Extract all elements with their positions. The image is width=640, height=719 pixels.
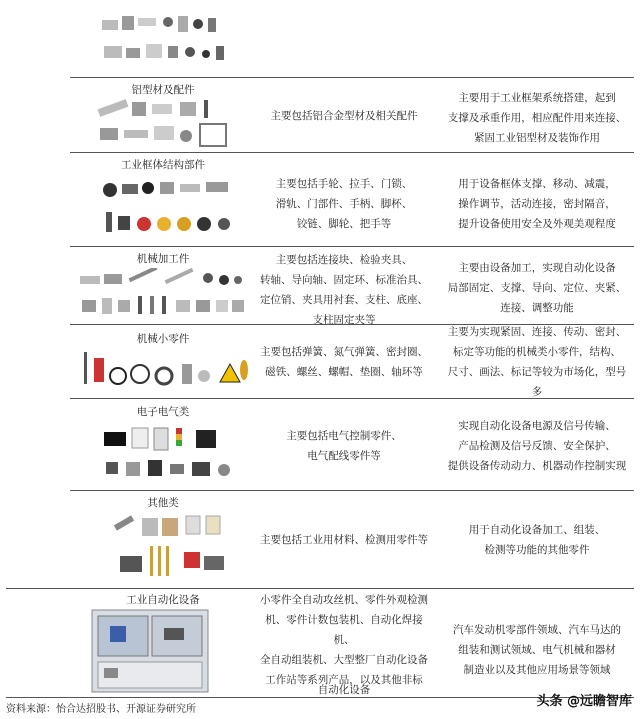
desc-line: 主要为实现紧固、连接、传动、密封、 — [447, 326, 627, 338]
row-divider — [6, 588, 634, 589]
source-note: 资料来源：怡合达招股书、开源证券研究所 — [6, 704, 196, 715]
desc-line: 提供设备传动动力、机器动作控制实现 — [447, 460, 627, 472]
desc-line: 连接、调整功能 — [500, 302, 574, 314]
category-label: 电子电气类 — [136, 406, 190, 418]
desc-line: 滑轨、门部件、手柄、脚杯、 — [275, 198, 413, 210]
row-divider — [70, 152, 634, 153]
category-label: 其他类 — [147, 497, 179, 509]
desc-line: 提升设备使用安全及外观美观程度 — [458, 218, 616, 230]
description — [254, 250, 434, 330]
desc-line: 电气配线零件等 — [307, 450, 381, 462]
desc-line: 小零件全自动攻丝机、零件外观检测 — [260, 594, 428, 606]
desc-line: 尺寸、画法、标记等较为市场化，型号 — [447, 366, 627, 378]
desc-line: 主要包括铝合金型材及相关配件 — [270, 110, 418, 122]
desc-line: 实现自动化设备电源及信号传输、 — [458, 420, 616, 432]
application — [442, 322, 632, 402]
automation-equipment-image — [90, 606, 210, 696]
desc-line: 主要由设备加工，实现自动化设备 — [458, 262, 616, 274]
desc-line: 主要包括电气控制零件、 — [286, 430, 402, 442]
category-label: 工业框体结构部件 — [121, 159, 205, 171]
row-divider — [70, 77, 634, 78]
desc-line: 检测等功能的其他零件 — [484, 544, 590, 556]
desc-line: 工作站等系列产品，以及其他非标 — [265, 674, 423, 686]
desc-line: 磁铁、螺丝、螺帽、垫圈、轴环等 — [265, 366, 423, 378]
desc-line: 转轴、导向轴、固定环、标准治具、 — [260, 274, 428, 286]
application — [442, 416, 632, 476]
desc-line: 主要包括工业用材料、检测用零件等 — [260, 534, 428, 546]
category-label: 铝型材及配件 — [131, 84, 195, 96]
category-label: 工业自动化设备 — [126, 594, 200, 606]
description — [254, 590, 434, 690]
desc-line: 局部固定、支撑、导向、定位、夹紧、 — [447, 282, 627, 294]
desc-line: 用于设备框体支撑、移动、减震， — [458, 178, 616, 190]
electrical-parts-image — [100, 426, 240, 484]
watermark-text: 头条 @远瞻智库 — [536, 694, 632, 709]
desc-line: 紧固工业铝型材及装饰作用 — [474, 132, 600, 144]
desc-line: 多 — [531, 386, 543, 398]
desc-line: 铰链、脚轮、把手等 — [296, 218, 392, 230]
watermark — [536, 690, 632, 709]
desc-line: 操作调节，活动连接，密封隔音， — [458, 198, 616, 210]
description — [254, 342, 434, 382]
desc-line: 制造业以及其他应用场景等领域 — [463, 664, 611, 676]
frame-parts-image — [100, 176, 236, 238]
application — [442, 258, 632, 318]
desc-line: 主要包括手轮、拉手、门锁、 — [275, 178, 413, 190]
description — [254, 530, 434, 550]
application — [442, 174, 632, 234]
row-divider — [70, 490, 634, 491]
description — [254, 174, 434, 234]
parts-image — [98, 8, 238, 70]
desc-line: 支柱固定夹等 — [312, 314, 376, 326]
desc-line: 主要包括连接块、检验夹具、 — [275, 254, 413, 266]
desc-line: 组装和测试领域、电气机械和器材 — [458, 644, 616, 656]
desc-line: 机、 — [333, 634, 355, 646]
desc-line: 定位销、夹具用衬套、支柱、底座、 — [260, 294, 428, 306]
application — [442, 88, 632, 148]
category-label: 机械加工件 — [136, 253, 190, 265]
aluminum-profile-image — [96, 98, 236, 150]
application — [442, 620, 632, 680]
description — [254, 106, 434, 126]
desc-line: 主要包括弹簧、氮气弹簧、密封圈、 — [260, 346, 428, 358]
desc-line: 汽车发动机零部件领域、汽车马达的 — [453, 624, 621, 636]
category-label: 机械小零件 — [136, 333, 190, 345]
application — [442, 520, 632, 560]
desc-line: 标定等功能的机械类小零件，结构、 — [453, 346, 621, 358]
small-parts-image — [78, 348, 250, 392]
row-divider — [70, 246, 634, 247]
desc-line: 用于自动化设备加工、组装、 — [468, 524, 606, 536]
desc-line: 产品检测及信号反馈、安全保护、 — [458, 440, 616, 452]
desc-line: 支撑及承重作用，相应配件用来连接、 — [447, 112, 627, 124]
desc-line: 自动化设备 — [317, 684, 371, 696]
desc-line: 机、零件计数包装机、自动化焊接 — [265, 614, 423, 626]
desc-line: 主要用于工业框架系统搭建，起到 — [458, 92, 616, 104]
other-parts-image — [110, 512, 234, 584]
description — [254, 426, 434, 466]
desc-line: 全自动组装机、大型整厂自动化设备 — [260, 654, 428, 666]
machined-parts-image — [78, 268, 250, 320]
